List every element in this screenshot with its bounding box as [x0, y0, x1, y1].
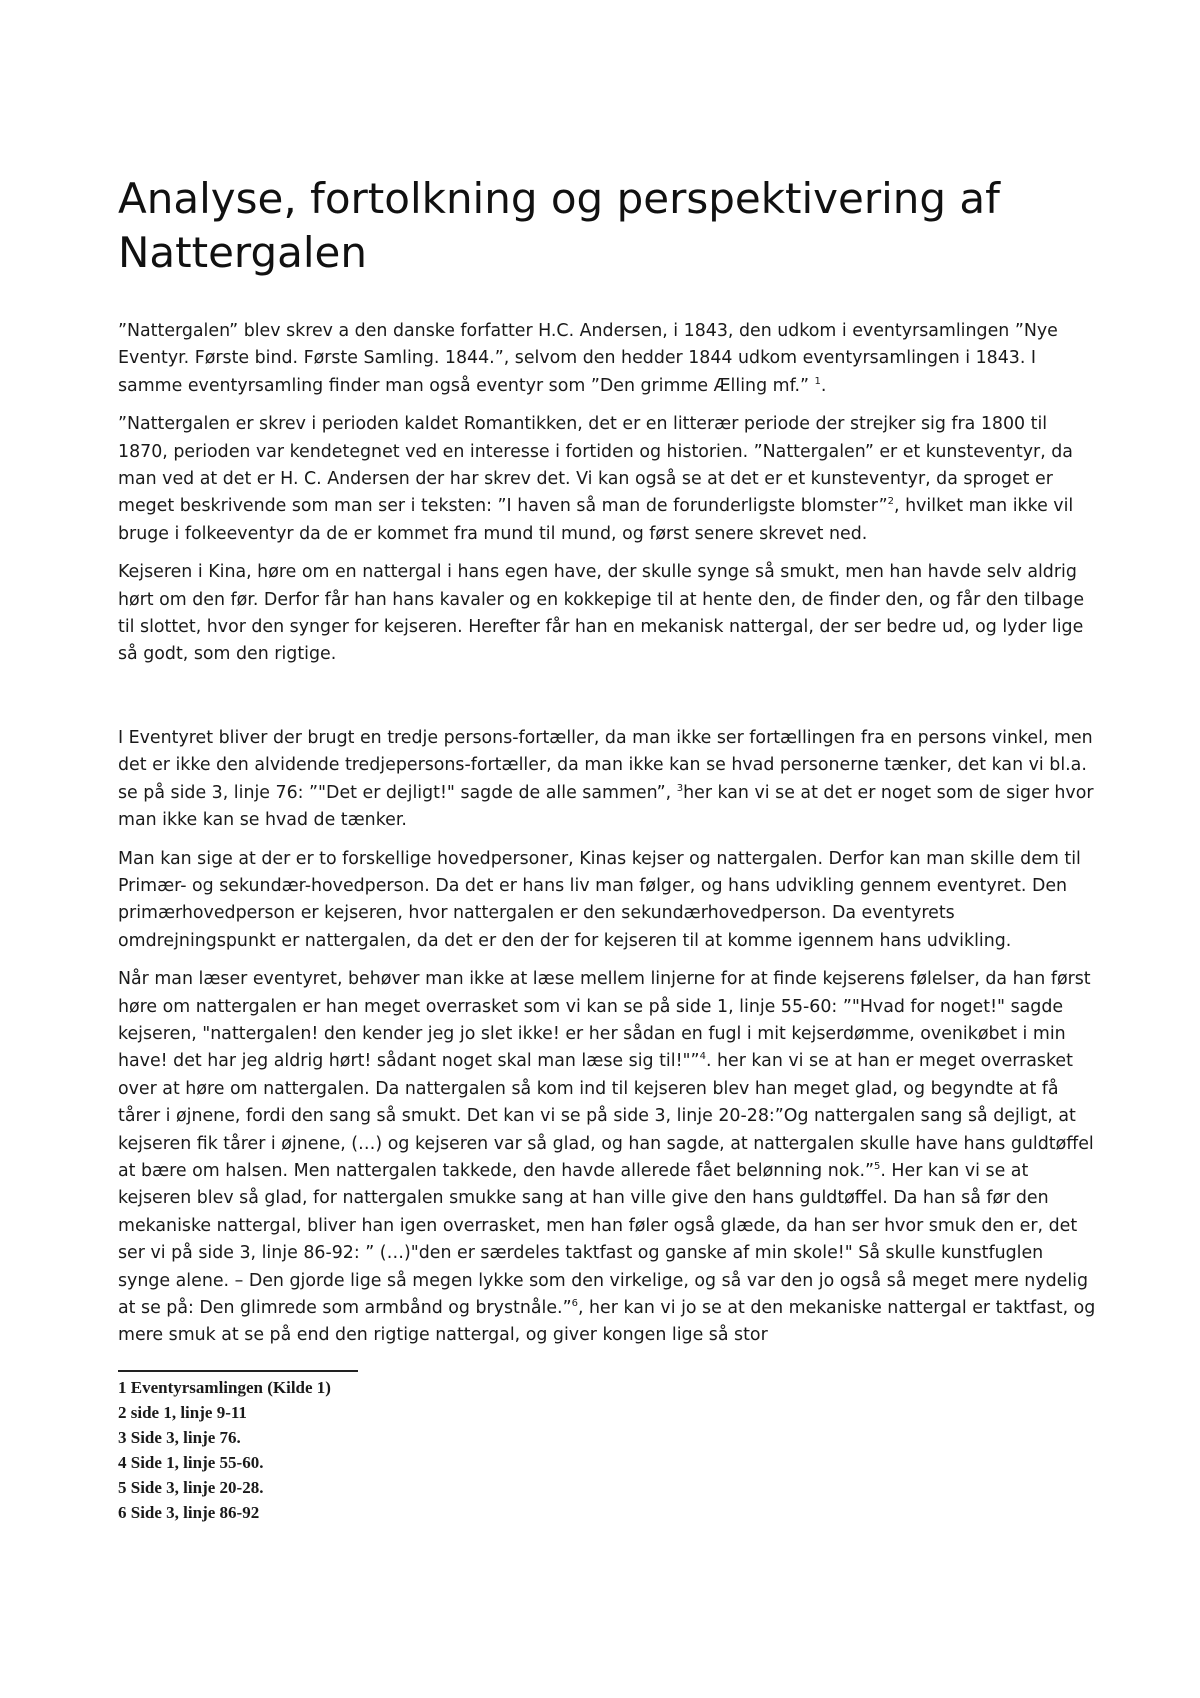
footnote-reference: 5: [874, 1161, 881, 1173]
paragraph-text: ”Nattergalen” blev skrev a den danske forfatter H.C. Andersen, i 1843, den udkom i eventyrsamlingen ”Nye Eventyr. Første bind. Første Samling. 1844.”, selvom den hedder 1844 udkom eventyrsamlingen i 1843. I samme eventyrsamling finder man også eventyr som ”Den grimme Ælling mf.”: [118, 321, 1058, 396]
footnote-item: 4 Side 1, linje 55-60.: [118, 1453, 264, 1472]
paragraph-text: her kan vi se at det er noget som de siger hvor man ikke kan se hvad de tænker.: [118, 782, 1094, 831]
footnote-reference: 1: [814, 376, 821, 388]
paragraph: [118, 559, 1098, 669]
paragraph: [118, 725, 1098, 835]
paragraph: [118, 411, 1098, 548]
paragraph-text: . her kan vi se at han er meget overrasket over at høre om nattergalen. Da nattergalen så kom ind til kejseren blev han meget glad, og begyndte at få tårer i øjnene, fordi den sang så smukt. Det kan vi se på side 3, linje 20-28:”Og nattergalen sang så dejligt, at kejseren fik tårer i øjnene, (…) og kejseren var så glad, og han sagde, at nattergalen skulle have hans guldtøffel at bære om halsen. Men nattergalen takkede, den havde allerede fået belønning nok.”: [118, 1051, 1094, 1181]
footnote-separator: [118, 1370, 358, 1372]
paragraph-text: Når man læser eventyret, behøver man ikke at læse mellem linjerne for at finde kejserens følelser, da han først høre om nattergalen er han meget overrasket som vi kan se på side 1, linje 55-60: ”"Hvad for noget!" sagde kejseren, "nattergalen! den kender jeg jo slet ikke! er her sådan en fugl i mit kejserdømme, ovenikøbet i min have! det har jeg aldrig hørt! sådant noget skal man læse sig til!"”: [118, 969, 1091, 1072]
paragraph-text: ”Nattergalen er skrev i perioden kaldet Romantikken, det er en litterær periode der strejker sig fra 1800 til 1870, perioden var kendetegnet ved en interesse i fortiden og historien. ”Nattergalen” er et kunsteventyr, da man ved at det er H. C. Andersen der har skrev det. Vi kan også se at det er et kunsteventyr, da sproget er meget beskrivende som man ser i teksten: ”I haven så man de forunderligste blomster”: [118, 414, 1073, 517]
paragraph: [118, 318, 1098, 400]
paragraph-text: I Eventyret bliver der brugt en tredje persons-fortæller, da man ikke ser fortællingen fra en persons vinkel, men det er ikke den alvidende tredjepersons-fortæller, da man ikke kan se hvad personerne tænker, det kan vi bl.a. se på side 3, linje 76: ”"Det er dejligt!" sagde de alle sammen”,: [118, 727, 1093, 803]
paragraph-text: Man kan sige at der er to forskellige hovedpersoner, Kinas kejser og nattergalen. Derfor kan man skille dem til Primær- og sekundær-hovedperson. Da det er hans liv man følger, og hans udvikling gennem eventyret. Den primærhovedperson er kejseren, hvor nattergalen er den sekundærhovedperson. Da eventyrets omdrejningspunkt er nattergalen, da det er den der for kejseren til at komme igennem hans udvikling.: [118, 848, 1081, 951]
footnote-item: 6 Side 3, linje 86-92: [118, 1503, 260, 1522]
footnote-reference: 4: [699, 1051, 706, 1063]
footnote-item: 1 Eventyrsamlingen (Kilde 1): [118, 1378, 331, 1397]
footnote-reference: 6: [571, 1298, 578, 1310]
paragraph-text: Kejseren i Kina, høre om en nattergal i hans egen have, der skulle synge så smukt, men han havde selv aldrig hørt om den før. Derfor får han hans kavaler og en kokkepige til at hente den, de finder den, og får den tilbage til slottet, hvor den synger for kejseren. Herefter får han en mekanisk nattergal, der ser bedre ud, og lyder lige så godt, som den rigtige.: [118, 562, 1085, 665]
paragraph-text: , hvilket man ikke vil bruge i folkeeventyr da de er kommet fra mund til mund, og først senere skrevet ned.: [118, 496, 1074, 544]
footnote-reference: 3: [676, 782, 684, 794]
page-title: Analyse, fortolkning og perspektivering af Nattergalen: [118, 174, 1000, 277]
footnotes: [118, 1375, 518, 1525]
paragraph-text: .: [820, 375, 827, 396]
footnote-item: 5 Side 3, linje 20-28.: [118, 1478, 264, 1497]
footnote-item: 2 side 1, linje 9-11: [118, 1403, 247, 1422]
paragraph-text: . Her kan vi se at kejseren blev så glad, for nattergalen smukke sang at han ville give den hans guldtøffel. Da han så før den mekaniske nattergal, bliver han igen overrasket, men han føler også glæde, da han ser hvor smuk den er, det ser vi på side 3, linje 86-92: ” (…)"den er særdeles taktfast og ganske af min skole!" Så skulle kunstfuglen synge alene. – Den gjorde lige så megen lykke som den virkelige, og så var den jo også så meget mere nydelig at se på: Den glimrede som armbånd og brystnåle.”: [118, 1160, 1089, 1318]
paragraph: [118, 966, 1098, 1350]
paragraph-text: , her kan vi jo se at den mekaniske nattergal er taktfast, og mere smuk at se på end den rigtige nattergal, og giver kongen lige så stor: [118, 1298, 1096, 1346]
document-body: [118, 318, 1098, 1361]
footnote-item: 3 Side 3, linje 76.: [118, 1428, 241, 1447]
paragraph: [118, 846, 1098, 956]
footnote-reference: 2: [887, 496, 895, 508]
